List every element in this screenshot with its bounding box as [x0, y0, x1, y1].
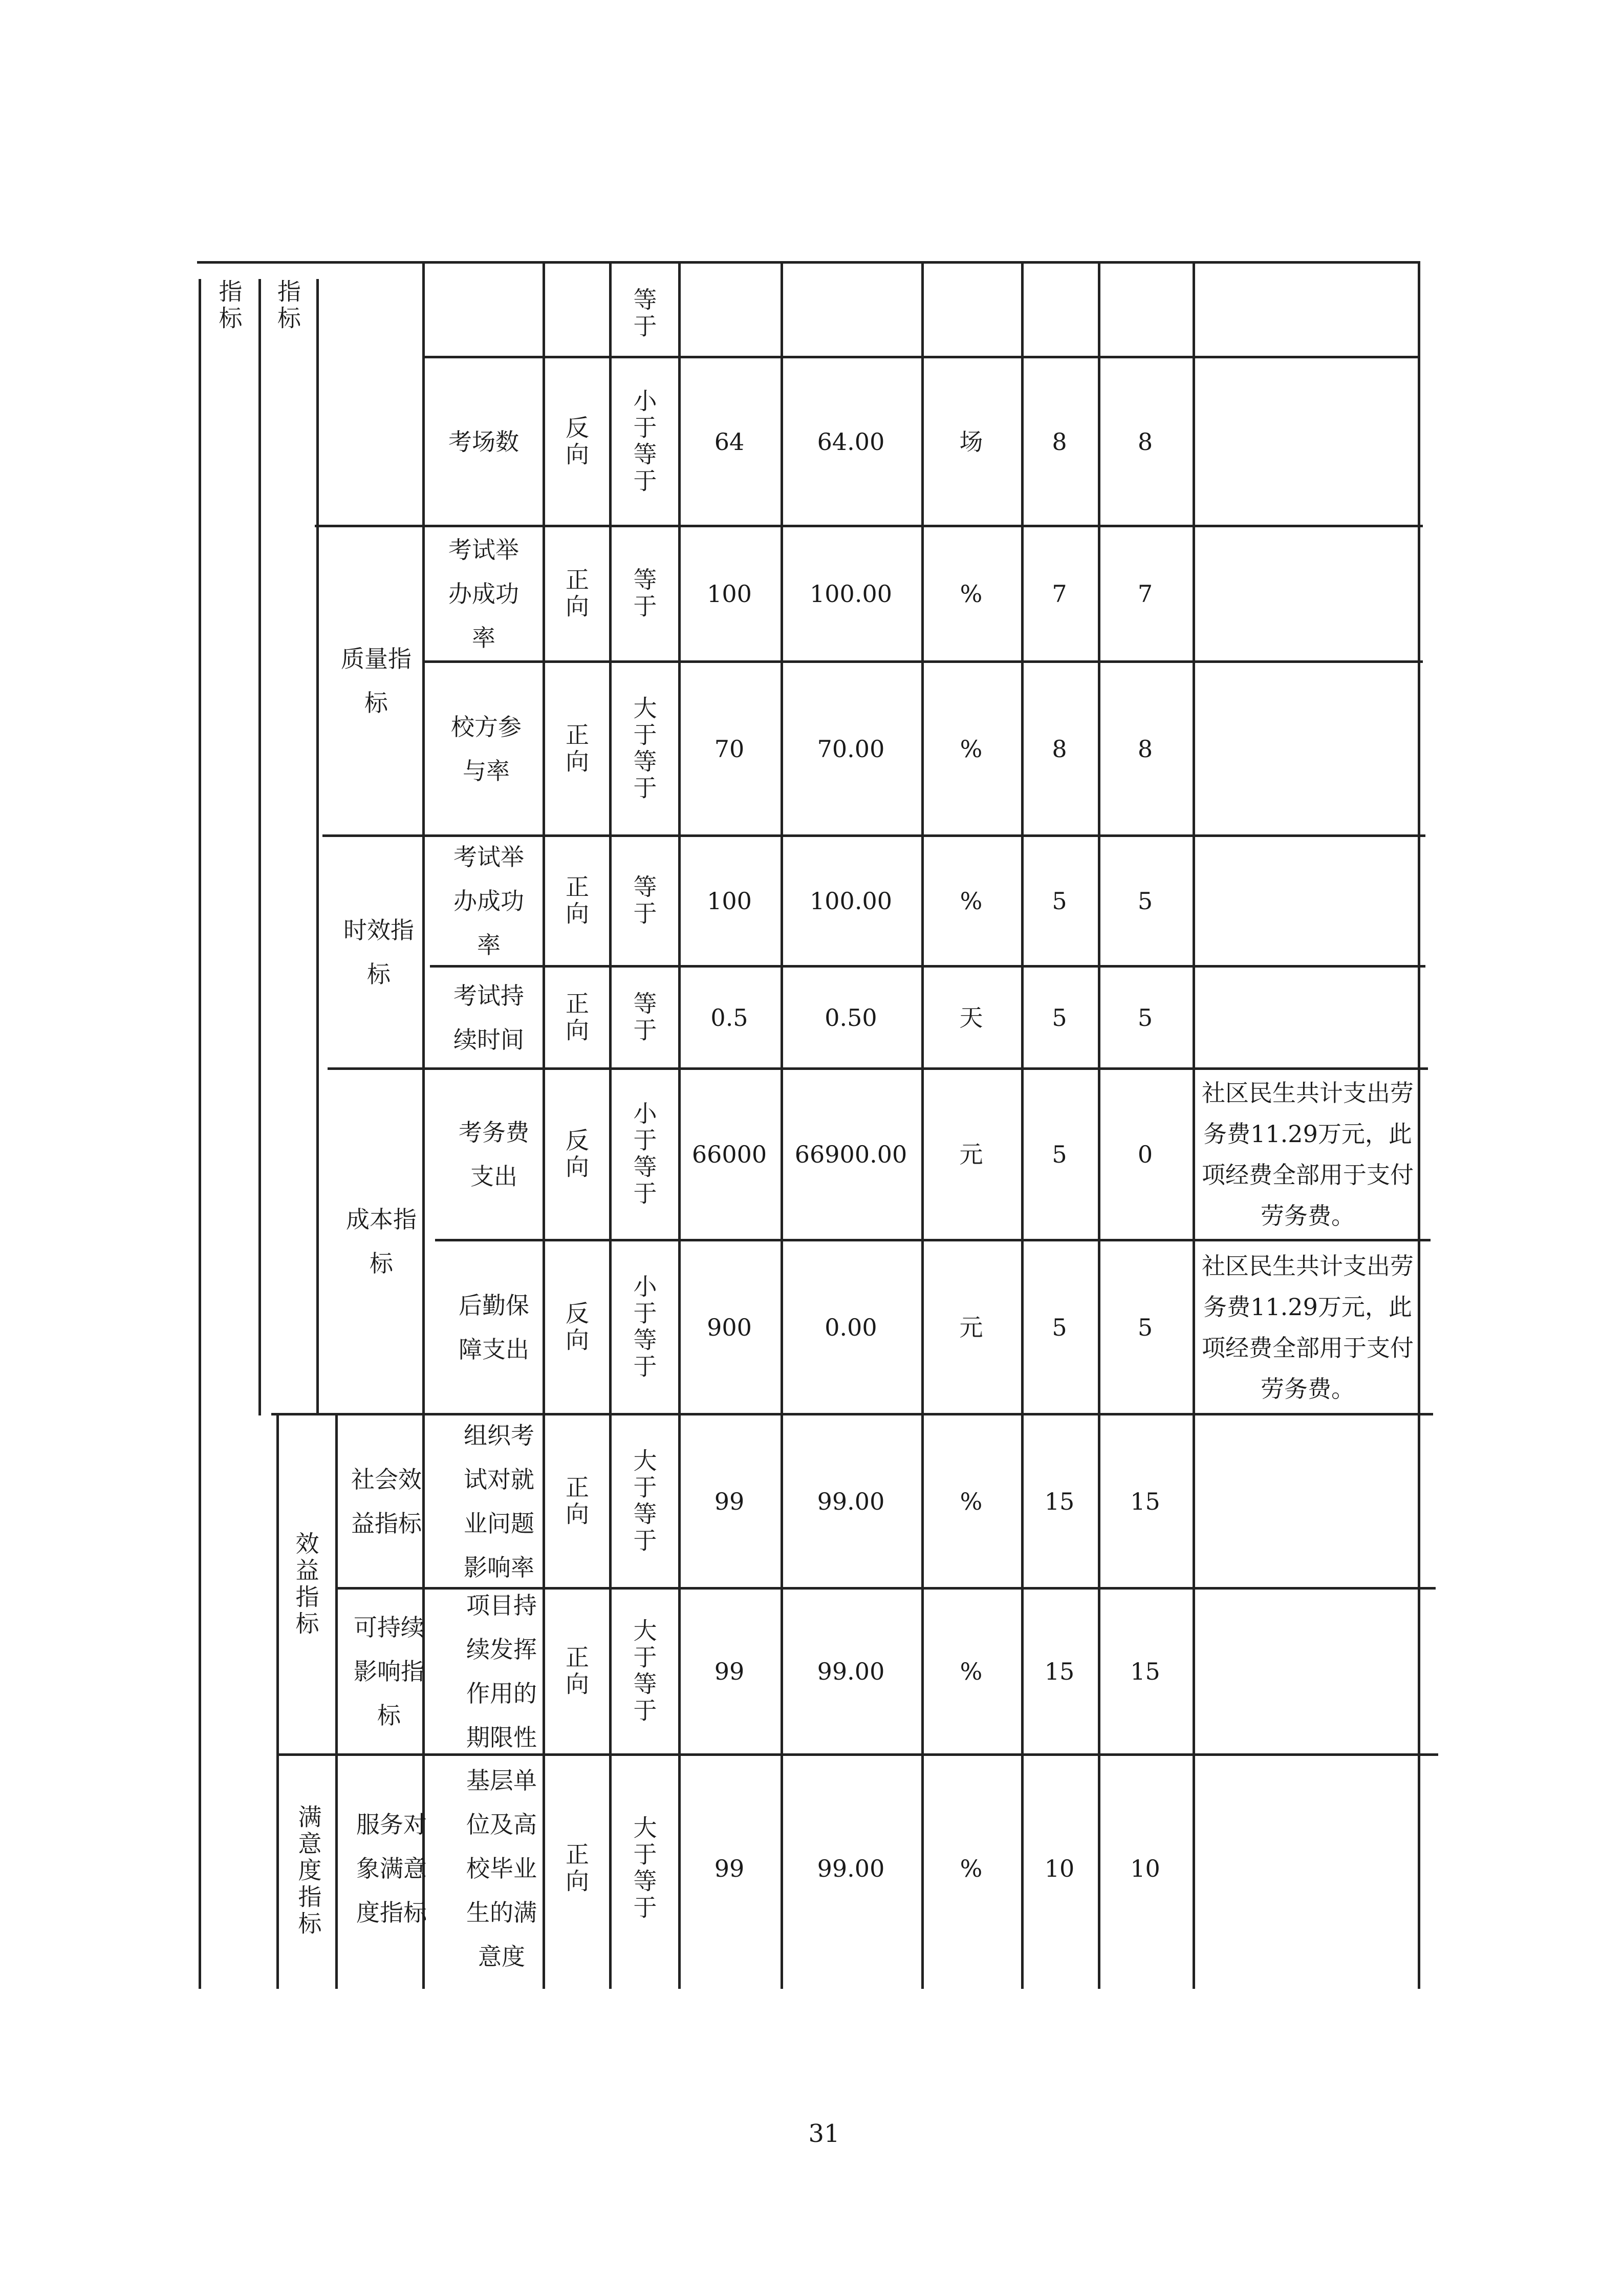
- col-rule: [1193, 261, 1195, 1989]
- weight: 15: [1044, 1658, 1075, 1685]
- score: 10: [1130, 1855, 1160, 1882]
- target-value: 99: [714, 1487, 745, 1515]
- target-value: 99: [714, 1855, 745, 1882]
- indicator-name: 考务费支出: [459, 1119, 529, 1190]
- unit: %: [960, 1487, 983, 1515]
- category-benefit: 效益指标: [292, 1531, 320, 1638]
- actual-value: 99.00: [817, 1658, 885, 1685]
- unit: %: [960, 1855, 983, 1882]
- weight: 7: [1052, 580, 1067, 608]
- level1-fragment: 指标: [215, 279, 243, 332]
- col-rule: [258, 279, 261, 1415]
- direction: 正向: [562, 1645, 590, 1698]
- unit: %: [960, 887, 983, 915]
- score: 15: [1130, 1487, 1160, 1515]
- target-value: 0.5: [710, 1003, 748, 1032]
- indicator-name: 后勤保障支出: [459, 1291, 529, 1363]
- remark: 社区民生共计支出劳务费11.29万元，此项经费全部用于支付劳务费。: [1202, 1079, 1414, 1230]
- col-rule: [316, 279, 319, 1415]
- category-timeliness: 时效指标: [343, 916, 414, 988]
- actual-value: 100.00: [810, 887, 892, 915]
- operator: 等于: [630, 874, 658, 928]
- target-value: 66000: [691, 1141, 767, 1168]
- weight: 10: [1044, 1855, 1075, 1882]
- indicator-name: 基层单位及高校毕业生的满意度: [466, 1767, 537, 1970]
- indicator-name: 考场数: [448, 427, 519, 456]
- weight: 8: [1052, 427, 1067, 456]
- operator: 小于等于: [630, 1274, 658, 1381]
- page-number: 31: [808, 2119, 840, 2148]
- actual-value: 70.00: [817, 735, 885, 763]
- weight: 5: [1052, 1141, 1067, 1168]
- category-social: 社会效益指标: [351, 1465, 422, 1537]
- actual-value: 100.00: [810, 580, 892, 608]
- remark: 社区民生共计支出劳务费11.29万元，此项经费全部用于支付劳务费。: [1202, 1252, 1414, 1403]
- actual-value: 66900.00: [794, 1141, 907, 1168]
- score: 0: [1137, 1141, 1153, 1168]
- unit: %: [960, 580, 983, 608]
- indicator-name: 校方参与率: [451, 713, 522, 785]
- score: 5: [1137, 1313, 1153, 1341]
- unit: 天: [959, 1003, 983, 1032]
- operator: 大于等于: [630, 1618, 658, 1725]
- rule-top: [197, 261, 1420, 264]
- weight: 5: [1052, 1003, 1067, 1032]
- target-value: 99: [714, 1658, 745, 1685]
- indicator-name: 考试举办成功率: [448, 536, 519, 652]
- actual-value: 99.00: [817, 1487, 885, 1515]
- target-value: 70: [714, 735, 745, 763]
- actual-value: 99.00: [817, 1855, 885, 1882]
- operator-fragment: 等于: [630, 287, 658, 340]
- operator: 大于等于: [630, 695, 658, 802]
- unit: 场: [959, 427, 983, 456]
- operator: 小于等于: [630, 388, 658, 495]
- score: 8: [1137, 735, 1153, 763]
- weight: 5: [1052, 1313, 1067, 1341]
- actual-value: 0.50: [825, 1003, 877, 1032]
- target-value: 900: [707, 1313, 752, 1341]
- operator: 等于: [630, 567, 658, 620]
- operator: 大于等于: [630, 1448, 658, 1555]
- col-rule: [335, 1413, 338, 1989]
- operator: 大于等于: [630, 1815, 658, 1922]
- score: 5: [1137, 887, 1153, 915]
- direction: 正向: [562, 722, 590, 776]
- direction: 正向: [562, 1842, 590, 1895]
- unit: %: [960, 1658, 983, 1685]
- target-value: 100: [707, 887, 752, 915]
- direction: 正向: [562, 991, 590, 1044]
- col-rule: [199, 279, 201, 1989]
- weight: 15: [1044, 1487, 1075, 1515]
- target-value: 64: [714, 427, 745, 456]
- weight: 8: [1052, 735, 1067, 763]
- indicator-name: 考试持续时间: [453, 981, 524, 1054]
- category-satisfaction-l2: 满意度指标: [294, 1805, 322, 1938]
- actual-value: 0.00: [825, 1313, 877, 1341]
- score: 8: [1137, 427, 1153, 456]
- direction: 反向: [562, 415, 590, 468]
- level2-fragment: 指标: [274, 279, 301, 332]
- direction: 反向: [562, 1128, 590, 1181]
- unit: 元: [959, 1141, 983, 1168]
- score: 15: [1130, 1658, 1160, 1685]
- direction: 反向: [562, 1300, 590, 1354]
- direction: 正向: [562, 874, 590, 928]
- indicator-name: 项目持续发挥作用的期限性: [466, 1592, 537, 1751]
- target-value: 100: [707, 580, 752, 608]
- direction: 正向: [562, 1474, 590, 1528]
- operator: 小于等于: [630, 1101, 658, 1208]
- category-quality: 质量指标: [341, 645, 412, 717]
- col-rule: [1418, 261, 1420, 1989]
- category-cost: 成本指标: [346, 1206, 417, 1277]
- indicator-name: 组织考试对就业问题影响率: [464, 1421, 534, 1581]
- actual-value: 64.00: [817, 427, 885, 456]
- operator: 等于: [630, 991, 658, 1044]
- category-sustainability: 可持续影响指标: [354, 1614, 424, 1729]
- score: 5: [1137, 1003, 1153, 1032]
- unit: %: [960, 735, 983, 763]
- direction: 正向: [562, 567, 590, 620]
- unit: 元: [959, 1313, 983, 1341]
- category-satisfaction-l3: 服务对象满意度指标: [356, 1811, 427, 1926]
- indicator-name: 考试举办成功率: [453, 843, 524, 959]
- weight: 5: [1052, 887, 1067, 915]
- score: 7: [1137, 580, 1153, 608]
